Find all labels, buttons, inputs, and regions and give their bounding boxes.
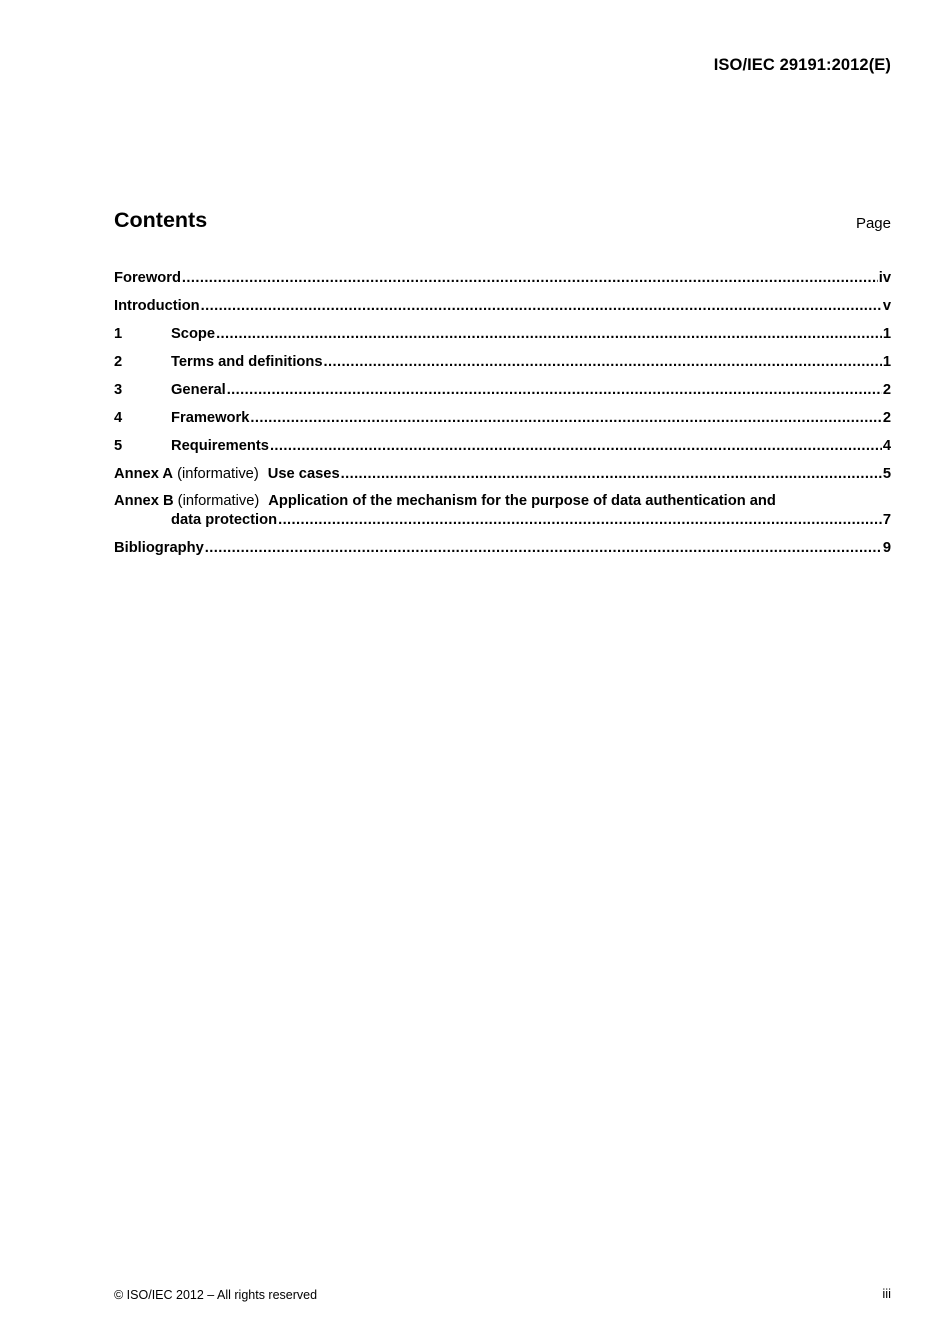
toc-entry-page: 9 bbox=[882, 540, 891, 556]
toc-entry-number: 1 bbox=[114, 326, 123, 342]
toc-entry-title: Application of the mechanism for the purpose of data authentication and bbox=[268, 493, 776, 509]
toc-entry-annex-b[interactable] bbox=[114, 492, 891, 538]
annex-label: Annex A bbox=[114, 466, 174, 482]
dot-leader bbox=[341, 464, 882, 484]
annex-type: (informative) bbox=[177, 466, 259, 482]
dot-leader bbox=[216, 324, 882, 344]
toc-entry-requirements[interactable] bbox=[114, 436, 891, 464]
toc-entry-page: v bbox=[882, 298, 891, 314]
toc-entry-scope[interactable] bbox=[114, 324, 891, 352]
toc-entry-title: Scope bbox=[171, 326, 216, 342]
toc-entry-page: 2 bbox=[882, 410, 891, 426]
toc-entry-annex-a[interactable] bbox=[114, 464, 891, 492]
toc-entry-number: 4 bbox=[114, 410, 123, 426]
toc-entry-title: Requirements bbox=[171, 438, 269, 454]
toc-entry-title: General bbox=[171, 382, 226, 398]
dot-leader bbox=[227, 380, 882, 400]
toc-entry-title: Introduction bbox=[114, 298, 200, 314]
table-of-contents bbox=[114, 268, 891, 566]
toc-entry-title: Foreword bbox=[114, 270, 181, 286]
dot-leader bbox=[270, 436, 882, 456]
dot-leader bbox=[278, 510, 882, 530]
toc-entry-number: 3 bbox=[114, 382, 123, 398]
dot-leader bbox=[205, 538, 882, 558]
contents-heading: Contents bbox=[114, 208, 208, 232]
toc-entry-number: 5 bbox=[114, 438, 123, 454]
toc-entry-introduction[interactable] bbox=[114, 296, 891, 324]
toc-entry-page: 1 bbox=[882, 354, 891, 370]
toc-entry-bibliography[interactable] bbox=[114, 538, 891, 566]
toc-entry-page: 5 bbox=[882, 466, 891, 482]
page-column-label: Page bbox=[855, 215, 891, 232]
annex-type: (informative) bbox=[177, 493, 260, 509]
toc-entry-page: 4 bbox=[882, 438, 891, 454]
toc-entry-title: Bibliography bbox=[114, 540, 204, 556]
document-id: ISO/IEC 29191:2012(E) bbox=[713, 56, 891, 74]
toc-entry-terms-and-definitions[interactable] bbox=[114, 352, 891, 380]
toc-entry-title: Terms and definitions bbox=[171, 354, 323, 370]
dot-leader bbox=[250, 408, 881, 428]
toc-entry-page: 7 bbox=[882, 512, 891, 528]
toc-entry-foreword[interactable] bbox=[114, 268, 891, 296]
toc-entry-title: Use cases bbox=[267, 466, 340, 482]
footer-page-number: iii bbox=[882, 1286, 891, 1301]
footer-copyright: © ISO/IEC 2012 – All rights reserved bbox=[114, 1288, 318, 1302]
dot-leader bbox=[324, 352, 882, 372]
toc-entry-general[interactable] bbox=[114, 380, 891, 408]
dot-leader bbox=[182, 268, 878, 288]
toc-entry-title: Framework bbox=[171, 410, 250, 426]
toc-entry-title-continued: data protection bbox=[171, 512, 278, 528]
annex-label: Annex B bbox=[114, 493, 174, 509]
toc-entry-page: iv bbox=[878, 270, 891, 286]
toc-entry-number: 2 bbox=[114, 354, 123, 370]
toc-entry-framework[interactable] bbox=[114, 408, 891, 436]
toc-entry-page: 2 bbox=[882, 382, 891, 398]
toc-entry-page: 1 bbox=[882, 326, 891, 342]
dot-leader bbox=[201, 296, 882, 316]
